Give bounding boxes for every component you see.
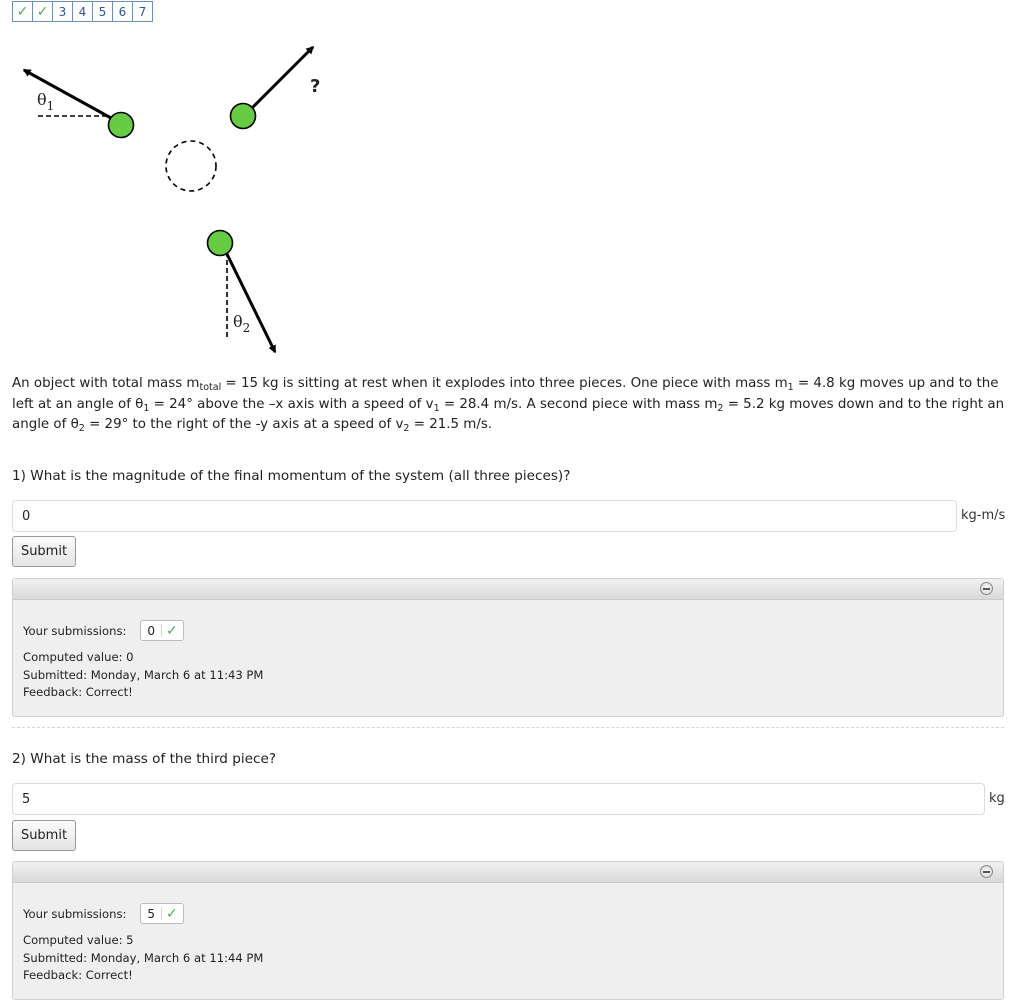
question-2-feedback-panel [12, 861, 1004, 1000]
piece3-velocity-arrow [252, 47, 313, 108]
check-icon: ✓ [166, 905, 178, 922]
computed-value: Computed value: 0 [23, 650, 134, 664]
nav-question-2-check-icon[interactable]: ✓ [32, 1, 53, 22]
question-2-submit-button[interactable]: Submit [12, 820, 76, 851]
nav-question-3[interactable]: 3 [52, 1, 73, 22]
question-1-submissions-row [23, 620, 184, 641]
question-2-answer-input[interactable] [12, 783, 985, 815]
question-nav [12, 1, 153, 22]
unknown-direction-label: ? [310, 76, 321, 97]
submitted-time: Submitted: Monday, March 6 at 11:44 PM [23, 950, 264, 965]
theta2-label: $\theta_2$ [233, 312, 251, 335]
submissions-label: Your submissions: [23, 906, 127, 921]
question-1-unit: kg-m/s [961, 508, 1006, 523]
question-1-answer-input[interactable] [12, 500, 957, 532]
theta1-label: $\theta_1$ [37, 90, 55, 113]
question-2-submissions-row [23, 903, 184, 924]
question-2-unit: kg [989, 791, 1005, 806]
piece2-velocity-arrow [225, 250, 275, 352]
chip-separator [161, 907, 162, 920]
question-2-text: 2) What is the mass of the third piece? [12, 751, 277, 767]
submission-chip[interactable] [140, 620, 183, 641]
explosion-diagram [0, 26, 340, 366]
nav-question-4[interactable]: 4 [72, 1, 93, 22]
submission-chip[interactable] [140, 903, 183, 924]
submission-value: 0 [147, 623, 156, 638]
question-divider [12, 727, 1004, 728]
submitted-time: Submitted: Monday, March 6 at 11:43 PM [23, 667, 264, 682]
submissions-label: Your submissions: [23, 623, 127, 638]
question-1-panel-header [13, 579, 1003, 600]
submission-value: 5 [147, 906, 156, 921]
feedback-text: Feedback: Correct! [23, 968, 133, 982]
check-icon: ✓ [166, 622, 178, 639]
piece1-circle [109, 113, 134, 138]
piece3-circle [231, 104, 256, 129]
question-1-feedback-panel [12, 578, 1004, 717]
nav-question-6[interactable]: 6 [112, 1, 133, 22]
question-1-text: 1) What is the magnitude of the final momentum of the system (all three pieces)? [12, 468, 571, 484]
computed-value: Computed value: 5 [23, 933, 134, 947]
piece2-circle [208, 231, 233, 256]
question-2-panel-header [13, 862, 1003, 883]
question-1-result-info [23, 649, 263, 702]
question-2-result-info [23, 932, 263, 985]
nav-question-1-check-icon[interactable]: ✓ [12, 1, 33, 22]
nav-question-7[interactable]: 7 [132, 1, 153, 22]
problem-statement: An object with total mass $m_{total} = 15$ kg is sitting at rest when it explodes into three pieces. One piece with mass $m_1 = 4.8$ kg moves up and to the left at an angle of $\theta_1 = 24^\circ$ above the –x axis with a speed of $v_1 = 28.4$ m/s. A second piece with mass $m_2 = 5.2$ kg moves down and to the right an angle of $\theta_2 = 29^\circ$ to the right of the -y axis at a speed of $v_2 = 21.5$ m/s. [12, 376, 1005, 434]
chip-separator [161, 624, 162, 637]
collapse-icon[interactable] [980, 582, 993, 595]
nav-question-5[interactable]: 5 [92, 1, 113, 22]
feedback-text: Feedback: Correct! [23, 685, 133, 699]
question-1-submit-button[interactable]: Submit [12, 536, 76, 567]
original-object-circle [166, 141, 216, 191]
collapse-icon[interactable] [980, 865, 993, 878]
